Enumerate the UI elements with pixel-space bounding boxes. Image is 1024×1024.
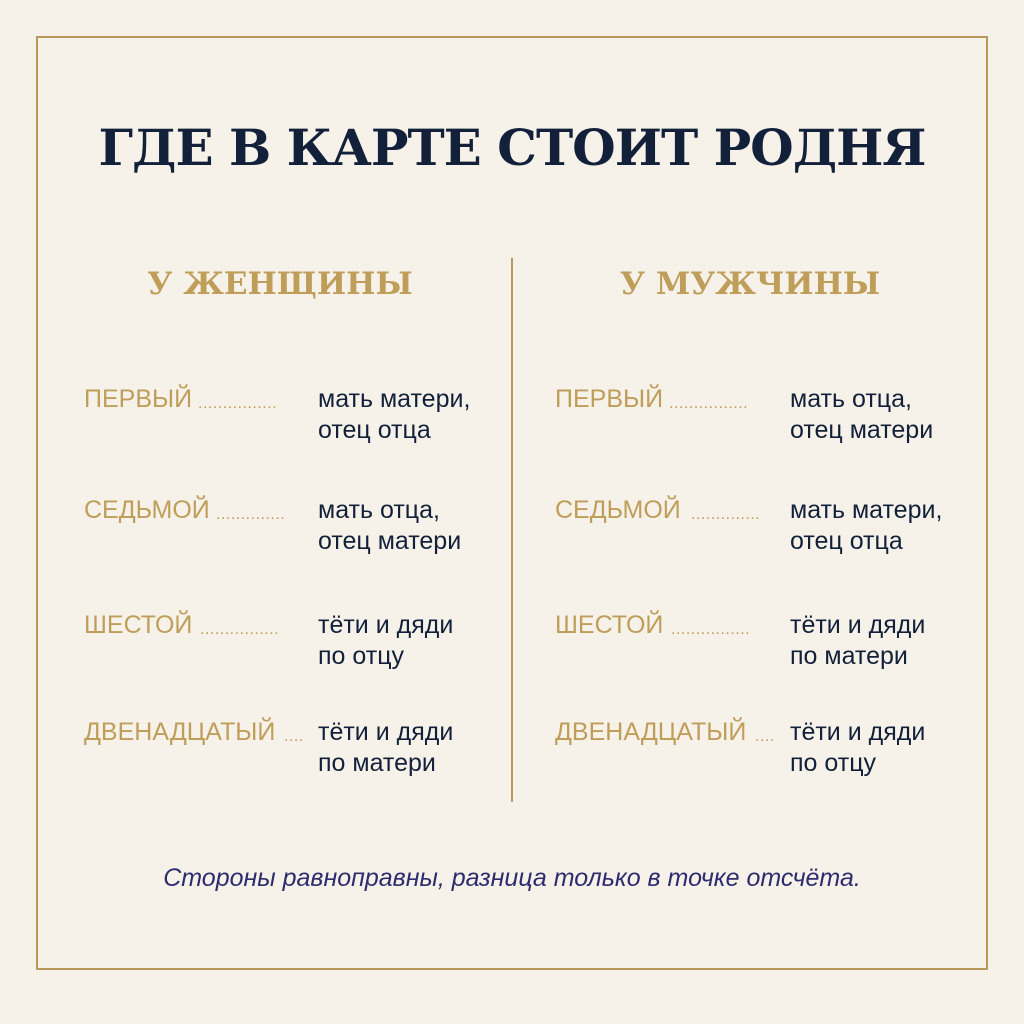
row-label: ШЕСТОЙ bbox=[555, 611, 664, 639]
row-value: тёти и дяди по отцу bbox=[318, 611, 454, 670]
row-label: СЕДЬМОЙ bbox=[84, 496, 210, 524]
row-label: ПЕРВЫЙ bbox=[555, 385, 664, 413]
row-value: мать матери, отец отца bbox=[318, 385, 471, 444]
row-label: СЕДЬМОЙ bbox=[555, 496, 681, 524]
column-heading-woman: У ЖЕНЩИНЫ bbox=[147, 266, 413, 302]
row-label: ПЕРВЫЙ bbox=[84, 385, 193, 413]
row-value: мать отца, отец матери bbox=[790, 385, 934, 444]
row-value: тёти и дяди по матери bbox=[790, 611, 926, 670]
row-leader-dots: ................ bbox=[669, 395, 749, 412]
row-value: тёти и дяди по матери bbox=[318, 718, 454, 777]
row-leader-dots: .... bbox=[284, 728, 304, 745]
row-label: ДВЕНАДЦАТЫЙ bbox=[555, 718, 747, 746]
page-title: ГДЕ В КАРТЕ СТОИТ РОДНЯ bbox=[98, 118, 926, 177]
row-label: ШЕСТОЙ bbox=[84, 611, 193, 639]
row-value: мать отца, отец матери bbox=[318, 496, 462, 555]
column-heading-man: У МУЖЧИНЫ bbox=[619, 266, 881, 302]
row-leader-dots: .... bbox=[755, 728, 775, 745]
row-leader-dots: .............. bbox=[691, 506, 761, 523]
column-divider bbox=[511, 258, 513, 802]
row-leader-dots: ................ bbox=[200, 621, 280, 638]
row-leader-dots: ................ bbox=[671, 621, 751, 638]
row-value: тёти и дяди по отцу bbox=[790, 718, 926, 777]
footer-note: Стороны равноправны, разница только в точке отсчёта. bbox=[163, 864, 861, 892]
row-leader-dots: ................ bbox=[198, 395, 278, 412]
row-leader-dots: .............. bbox=[216, 506, 286, 523]
row-value: мать матери, отец отца bbox=[790, 496, 943, 555]
row-label: ДВЕНАДЦАТЫЙ bbox=[84, 718, 276, 746]
